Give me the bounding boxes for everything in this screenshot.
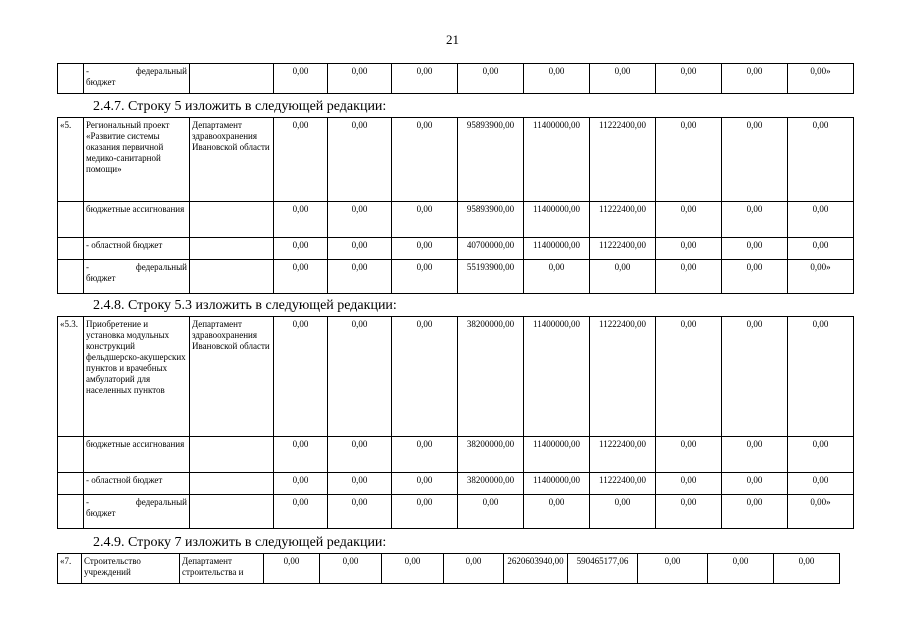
page-number: 21 <box>446 32 459 47</box>
row-name: Строительство учреждений <box>82 554 180 584</box>
value-cell: 0,00 <box>328 202 392 238</box>
value-cell: 0,00 <box>274 473 328 495</box>
value-cell: 0,00 <box>264 554 320 584</box>
value-cell: 0,00 <box>524 495 590 529</box>
section-heading-2-4-8: 2.4.8. Строку 5.3 изложить в следующей редакции: <box>93 298 397 313</box>
value-cell: 11400000,00 <box>524 118 590 202</box>
row-label-federal-budget: - федеральный бюджет <box>84 260 190 294</box>
value-cell: 0,00 <box>458 64 524 94</box>
budget-table-row-5-3 <box>57 316 854 529</box>
row-number-cell <box>58 437 84 473</box>
value-cell: 0,00 <box>328 118 392 202</box>
executor-cell <box>190 64 274 94</box>
row-number-cell <box>58 495 84 529</box>
value-cell: 0,00 <box>722 495 788 529</box>
row-label-federal-budget: - федеральный бюджет <box>84 64 190 94</box>
value-cell: 0,00 <box>274 317 328 437</box>
value-cell: 0,00 <box>274 238 328 260</box>
value-cell: 0,00 <box>274 118 328 202</box>
table-row <box>58 495 854 529</box>
value-cell: 0,00 <box>656 317 722 437</box>
row-number: «7. <box>58 554 82 584</box>
value-cell: 0,00 <box>722 473 788 495</box>
row-label: - областной бюджет <box>84 473 190 495</box>
value-cell: 0,00 <box>328 437 392 473</box>
value-cell: 0,00 <box>722 317 788 437</box>
value-cell: 0,00 <box>392 317 458 437</box>
value-cell: 0,00 <box>524 64 590 94</box>
value-cell: 0,00 <box>444 554 504 584</box>
value-cell: 55193900,00 <box>458 260 524 294</box>
value-cell: 38200000,00 <box>458 437 524 473</box>
executor-cell <box>190 260 274 294</box>
row-executor: Департамент строительства и <box>180 554 264 584</box>
value-cell: 11400000,00 <box>524 202 590 238</box>
value-cell: 0,00 <box>788 317 854 437</box>
value-cell: 11222400,00 <box>590 437 656 473</box>
value-cell: 0,00 <box>788 118 854 202</box>
value-cell: 0,00 <box>392 118 458 202</box>
value-cell: 0,00 <box>722 437 788 473</box>
value-cell: 38200000,00 <box>458 473 524 495</box>
value-cell: 95893900,00 <box>458 202 524 238</box>
value-cell: 0,00 <box>328 260 392 294</box>
value-cell: 0,00 <box>382 554 444 584</box>
value-cell: 590465177,06 <box>568 554 638 584</box>
budget-table-row-5 <box>57 117 854 294</box>
value-cell: 0,00 <box>788 238 854 260</box>
value-cell: 0,00 <box>328 238 392 260</box>
value-cell: 11222400,00 <box>590 317 656 437</box>
value-cell: 0,00 <box>392 473 458 495</box>
row-number-cell <box>58 473 84 495</box>
value-cell: 0,00 <box>722 64 788 94</box>
row-name: Региональный проект «Развитие системы оказания первичной медико-санитарной помощи» <box>84 118 190 202</box>
value-cell: 0,00 <box>722 260 788 294</box>
row-number: «5.3. <box>58 317 84 437</box>
value-cell: 11222400,00 <box>590 202 656 238</box>
row-label: бюджетные ассигнования <box>84 437 190 473</box>
value-cell: 0,00 <box>274 495 328 529</box>
value-cell: 0,00 <box>328 473 392 495</box>
value-cell: 0,00 <box>590 495 656 529</box>
value-cell: 11222400,00 <box>590 238 656 260</box>
value-cell: 0,00 <box>392 495 458 529</box>
table-row <box>58 118 854 202</box>
value-cell: 0,00 <box>392 202 458 238</box>
value-cell: 0,00 <box>722 238 788 260</box>
section-heading-2-4-9: 2.4.9. Строку 7 изложить в следующей редакции: <box>93 535 387 550</box>
value-cell: 11222400,00 <box>590 473 656 495</box>
table-row <box>58 260 854 294</box>
value-cell: 11400000,00 <box>524 317 590 437</box>
value-cell: 11400000,00 <box>524 437 590 473</box>
row-number-cell <box>58 202 84 238</box>
value-cell: 38200000,00 <box>458 317 524 437</box>
value-cell: 95893900,00 <box>458 118 524 202</box>
table-row <box>58 437 854 473</box>
value-cell: 0,00 <box>458 495 524 529</box>
executor-cell <box>190 437 274 473</box>
value-cell: 11400000,00 <box>524 473 590 495</box>
value-cell: 40700000,00 <box>458 238 524 260</box>
executor-cell <box>190 495 274 529</box>
value-cell: 0,00 <box>656 260 722 294</box>
value-cell: 11222400,00 <box>590 118 656 202</box>
value-cell: 0,00 <box>638 554 708 584</box>
value-cell: 0,00 <box>328 495 392 529</box>
value-cell: 0,00 <box>722 118 788 202</box>
row-number-cell <box>58 260 84 294</box>
value-cell: 0,00 <box>392 64 458 94</box>
table-row <box>58 317 854 437</box>
value-cell: 0,00 <box>656 473 722 495</box>
value-cell: 0,00» <box>788 64 854 94</box>
table-row <box>58 238 854 260</box>
value-cell: 0,00 <box>328 64 392 94</box>
section-heading-2-4-7: 2.4.7. Строку 5 изложить в следующей редакции: <box>93 99 387 114</box>
table-row <box>58 554 840 584</box>
value-cell: 0,00 <box>656 238 722 260</box>
row-label: - областной бюджет <box>84 238 190 260</box>
value-cell: 0,00 <box>274 64 328 94</box>
value-cell: 0,00 <box>656 437 722 473</box>
row-label: бюджетные ассигнования <box>84 202 190 238</box>
executor-cell <box>190 238 274 260</box>
value-cell: 0,00 <box>524 260 590 294</box>
value-cell: 0,00 <box>392 260 458 294</box>
value-cell: 0,00 <box>722 202 788 238</box>
row-name: Приобретение и установка модульных конструкций фельдшерско-акушерских пунктов и врачебных амбулаторий для населенных пунктов <box>84 317 190 437</box>
value-cell: 0,00 <box>708 554 774 584</box>
value-cell: 0,00 <box>788 473 854 495</box>
table-row <box>58 202 854 238</box>
value-cell: 0,00 <box>392 437 458 473</box>
value-cell: 0,00 <box>788 202 854 238</box>
table-row <box>58 64 854 94</box>
executor-cell <box>190 202 274 238</box>
value-cell: 0,00 <box>590 260 656 294</box>
table-row <box>58 473 854 495</box>
value-cell: 0,00 <box>320 554 382 584</box>
value-cell: 0,00 <box>656 495 722 529</box>
row-number: «5. <box>58 118 84 202</box>
value-cell: 0,00 <box>274 437 328 473</box>
budget-table-continuation <box>57 63 854 94</box>
row-number-cell <box>58 238 84 260</box>
budget-table-row-7 <box>57 553 840 584</box>
value-cell: 0,00 <box>788 437 854 473</box>
value-cell: 11400000,00 <box>524 238 590 260</box>
value-cell: 0,00 <box>328 317 392 437</box>
value-cell: 0,00» <box>788 495 854 529</box>
value-cell: 0,00» <box>788 260 854 294</box>
value-cell: 0,00 <box>392 238 458 260</box>
value-cell: 0,00 <box>274 202 328 238</box>
row-number-cell <box>58 64 84 94</box>
row-executor: Департамент здравоохранения Ивановской области <box>190 317 274 437</box>
value-cell: 0,00 <box>590 64 656 94</box>
value-cell: 0,00 <box>656 118 722 202</box>
value-cell: 0,00 <box>774 554 840 584</box>
value-cell: 0,00 <box>274 260 328 294</box>
row-executor: Департамент здравоохранения Ивановской области <box>190 118 274 202</box>
row-label-federal-budget: - федеральный бюджет <box>84 495 190 529</box>
value-cell: 0,00 <box>656 202 722 238</box>
value-cell: 0,00 <box>656 64 722 94</box>
executor-cell <box>190 473 274 495</box>
value-cell: 2620603940,00 <box>504 554 568 584</box>
